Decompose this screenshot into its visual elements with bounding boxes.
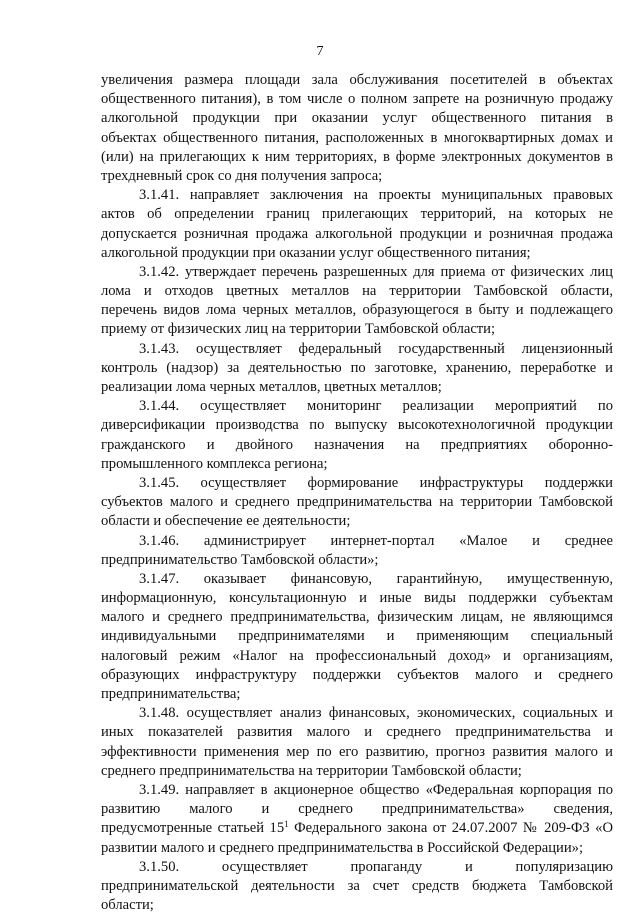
text-line: 3.1.42. утверждает перечень разрешенных для приема от физических лиц xyxy=(139,263,613,280)
text-line: 3.1.46. администрирует интернет-портал «Малое и среднее xyxy=(139,532,613,549)
text-line: индивидуальными предпринимателями и применяющим специальный xyxy=(101,628,613,645)
text-line: контроль (надзор) за деятельностью по заготовке, хранению, переработке и xyxy=(101,359,613,376)
text-line: информационную, консультационную и иные виды поддержки субъектам xyxy=(101,590,613,607)
text-line: диверсификации производства по выпуску высокотехнологичной продукции xyxy=(101,417,613,434)
text-line: субъектов малого и среднего предпринимательства на территории Тамбовской xyxy=(101,494,613,511)
text-line: 3.1.44. осуществляет мониторинг реализации мероприятий по xyxy=(139,398,613,415)
text-line: увеличения размера площади зала обслуживания посетителей в объектах xyxy=(101,72,613,88)
text-line: промышленного комплекса региона; xyxy=(101,455,328,472)
text-line: алкогольной продукции при оказании услуг общественного питания; xyxy=(101,244,531,261)
text-line: области и обеспечение ее деятельности; xyxy=(101,513,351,530)
text-line: предпринимательство Тамбовской области»; xyxy=(101,551,379,568)
text-line: малого и среднего предпринимательства, физическим лицам, не являющимся xyxy=(101,609,613,626)
text-line: области; xyxy=(101,897,154,914)
text-line: актов об определении границ прилегающих территорий, на которых не xyxy=(101,206,613,223)
text-line: 3.1.47. оказывает финансовую, гарантийную, имущественную, xyxy=(139,570,613,587)
text-segment: предусмотренные статьей 15 xyxy=(101,820,285,837)
text-line: приему от физических лиц на территории Тамбовской области; xyxy=(101,321,496,338)
text-line: (или) на прилегающих к ним территориях, в форме электронных документов в xyxy=(101,148,613,165)
text-segment: Федерального закона от 24.07.2007 № 209-ФЗ «О xyxy=(288,820,613,837)
text-line: 3.1.43. осуществляет федеральный государственный лицензионный xyxy=(139,340,613,357)
text-line xyxy=(101,819,613,838)
text-line: реализации лома черных металлов, цветных металлов; xyxy=(101,379,442,395)
text-line: гражданского и двойного назначения на предприятиях оборонно- xyxy=(101,436,613,453)
text-line: среднего предпринимательства на территории Тамбовской области; xyxy=(101,762,522,779)
text-line: объектах общественного питания, расположенных в многоквартирных домах и xyxy=(101,129,613,146)
text-line: 3.1.45. осуществляет формирование инфраструктуры поддержки xyxy=(139,474,613,491)
text-line: образующих инфраструктуру поддержки субъектов малого и среднего xyxy=(101,666,613,683)
text-line: развитии малого и среднего предпринимательства в Российской Федерации»; xyxy=(101,839,584,856)
document-body xyxy=(101,71,613,915)
text-line: 3.1.41. направляет заключения на проекты муниципальных правовых xyxy=(139,187,613,204)
text-line: общественного питания), в том числе о полном запрете на розничную продажу xyxy=(101,91,613,108)
text-line: эффективности применения мер по его развитию, прогноз развития малого и xyxy=(101,743,613,760)
footnote-superscript: 1 xyxy=(284,819,289,830)
text-line: предпринимательской деятельности за счет средств бюджета Тамбовской xyxy=(101,877,613,894)
text-line: допускается розничная продажа алкогольной продукции и розничная продажа xyxy=(101,225,613,242)
text-line: перечень видов лома черных металлов, образующегося в быту и подлежащего xyxy=(101,302,613,319)
text-line: развитию малого и среднего предпринимательства» сведения, xyxy=(101,801,613,818)
text-line: предпринимательства; xyxy=(101,686,241,702)
text-line: иных показателей развития малого и среднего предпринимательства и xyxy=(101,724,613,741)
text-line: алкогольной продукции при оказании услуг общественного питания в xyxy=(101,110,613,127)
text-line: 3.1.50. осуществляет пропаганду и популяризацию xyxy=(139,858,613,875)
text-line: 3.1.49. направляет в акционерное общество «Федеральная корпорация по xyxy=(139,781,613,798)
text-line: лома и отходов цветных металлов на территории Тамбовской области, xyxy=(101,283,613,300)
text-line: 3.1.48. осуществляет анализ финансовых, экономических, социальных и xyxy=(139,705,613,722)
text-line: трехдневный срок со дня получения запроса; xyxy=(101,167,383,184)
page-number: 7 xyxy=(316,44,324,59)
text-line: налоговый режим «Налог на профессиональный доход» и организациям, xyxy=(101,647,613,664)
